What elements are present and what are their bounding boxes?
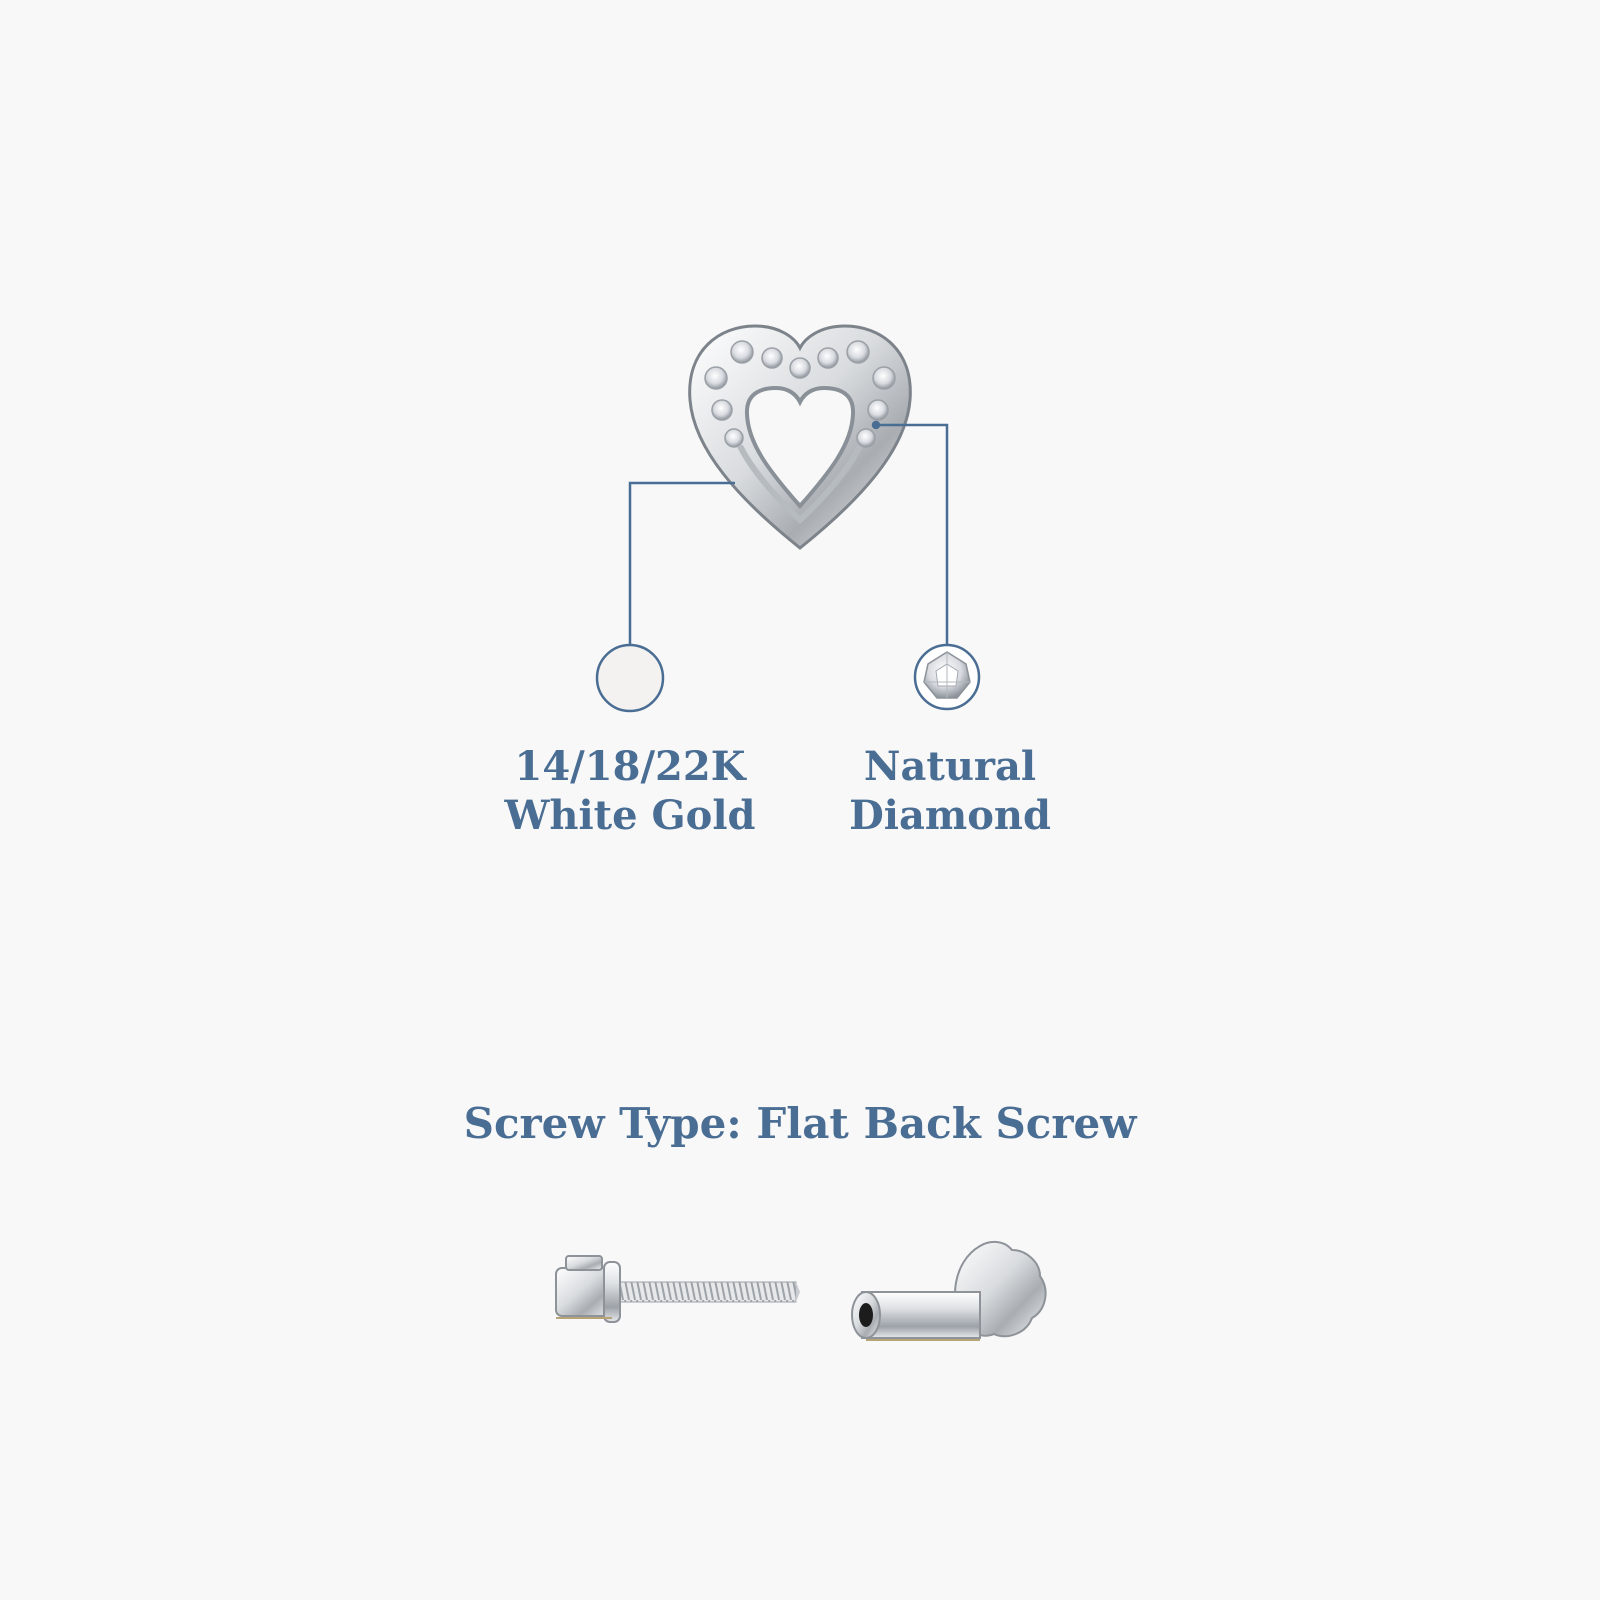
screw-type-title: Screw Type: Flat Back Screw: [463, 1099, 1137, 1148]
flat-back-icon: [852, 1242, 1046, 1340]
metal-type-text: White Gold: [504, 792, 756, 839]
stone-origin-text: Natural: [863, 743, 1037, 790]
metal-karat-text: 14/18/22K: [514, 743, 746, 790]
pin-screw-icon: [556, 1256, 800, 1322]
heart-earring-icon: [690, 326, 911, 548]
diamond-label: [790, 742, 1110, 840]
diamond-icon: [915, 645, 979, 709]
stone-type-text: Diamond: [849, 792, 1051, 839]
white-gold-swatch: [597, 645, 663, 711]
white-gold-label: [470, 742, 790, 840]
